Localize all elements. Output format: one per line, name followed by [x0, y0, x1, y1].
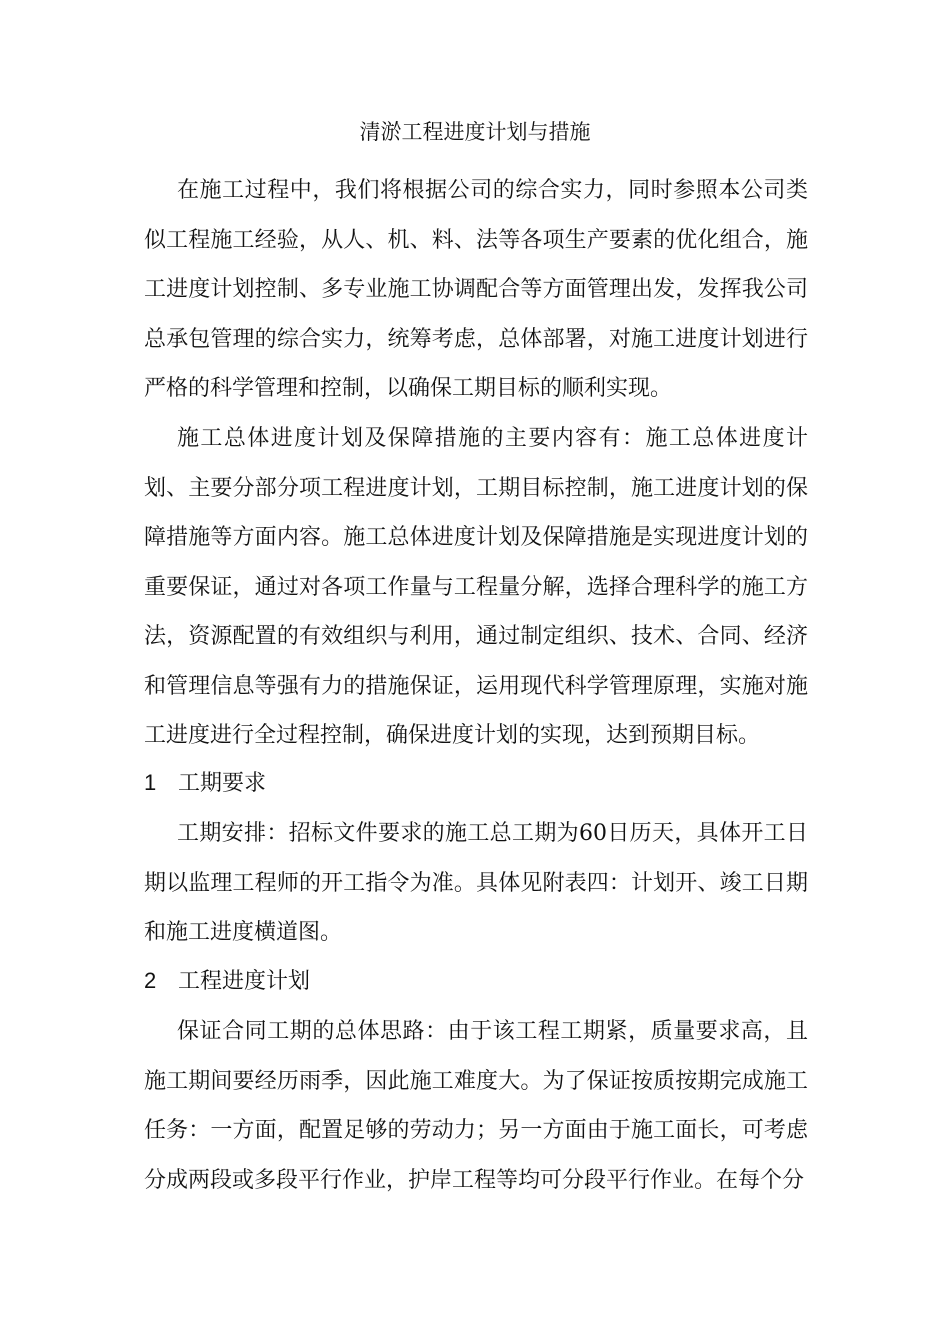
section-number-1: 1 [144, 770, 157, 795]
section-heading-text-2: 工程进度计划 [178, 969, 311, 994]
intro-paragraph-1: 在施工过程中，我们将根据公司的综合实力，同时参照本公司类似工程施工经验，从人、机、料、法等各项生产要素的优化组合，施工进度计划控制、多专业施工协调配合等方面管理出发，发挥我公司总承包管理的综合实力，统筹考虑，总体部署，对施工进度计划进行严格的科学管理和控制，以确保工期目标的顺利实现。 [144, 178, 808, 401]
section-heading-text-1: 工期要求 [178, 771, 267, 796]
section-heading-2 [144, 961, 808, 1002]
section-number-2: 2 [144, 968, 157, 993]
section-heading-1 [144, 763, 808, 804]
document-title: 清淤工程进度计划与措施 [359, 120, 591, 144]
section-1-paragraph: 工期安排：招标文件要求的施工总工期为60日历天，具体开工日期以监理工程师的开工指令为准。具体见附表四：计划开、竣工日期和施工进度横道图。 [144, 821, 808, 945]
section-2-paragraph: 保证合同工期的总体思路：由于该工程工期紧，质量要求高，且施工期间要经历雨季，因此施工难度大。为了保证按质按期完成施工任务：一方面，配置足够的劳动力；另一方面由于施工面长，可考虑分成两段或多段平行作业，护岸工程等均可分段平行作业。在每个分 [144, 1019, 808, 1193]
intro-paragraph-2: 施工总体进度计划及保障措施的主要内容有：施工总体进度计划、主要分部分项工程进度计划，工期目标控制，施工进度计划的保障措施等方面内容。施工总体进度计划及保障措施是实现进度计划的重要保证，通过对各项工作量与工程量分解，选择合理科学的施工方法，资源配置的有效组织与利用，通过制定组织、技术、合同、经济和管理信息等强有力的措施保证，运用现代科学管理原理，实施对施工进度进行全过程控制，确保进度计划的实现，达到预期目标。 [144, 426, 808, 748]
